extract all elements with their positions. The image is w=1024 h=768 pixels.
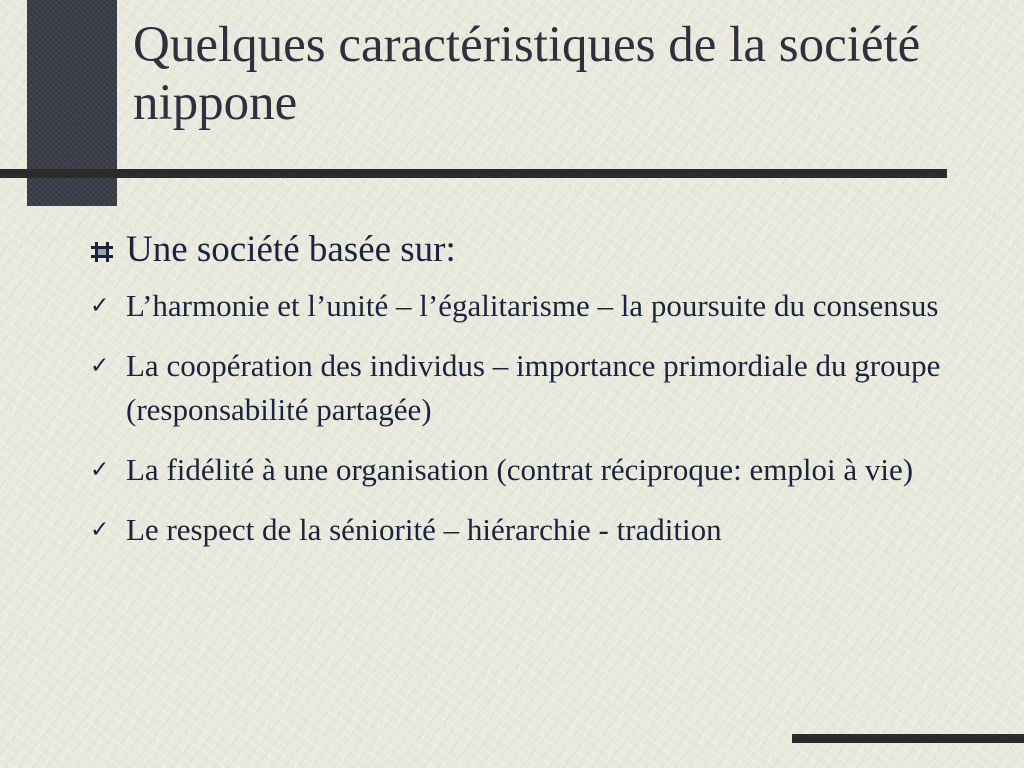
list-item-text: La fidélité à une organisation (contrat réciproque: emploi à vie) <box>126 452 914 487</box>
footer-rule <box>792 734 1024 743</box>
list-item-text: Le respect de la séniorité – hiérarchie - tradition <box>126 512 722 547</box>
checklist <box>88 284 968 552</box>
slide-title: Quelques caractéristiques de la société nippone <box>133 17 921 131</box>
list-item <box>88 448 968 492</box>
title-divider-rule <box>0 169 947 178</box>
list-item <box>88 344 968 432</box>
checkmark-icon: ✓ <box>90 293 110 319</box>
list-item <box>88 508 968 552</box>
bullet-heading-text: Une société basée sur: <box>126 229 456 270</box>
bullet-heading <box>88 226 968 274</box>
checkmark-icon: ✓ <box>90 517 110 543</box>
checkmark-icon: ✓ <box>90 353 110 379</box>
square-bullet-icon <box>91 242 113 262</box>
list-item-text: L’harmonie et l’unité – l’égalitarisme – la poursuite du consensus <box>126 288 939 323</box>
list-item <box>88 284 968 328</box>
slide-content <box>88 226 968 568</box>
checkmark-icon: ✓ <box>90 457 110 483</box>
list-item-text: La coopération des individus – importance primordiale du groupe (responsabilité partagée) <box>126 348 941 427</box>
